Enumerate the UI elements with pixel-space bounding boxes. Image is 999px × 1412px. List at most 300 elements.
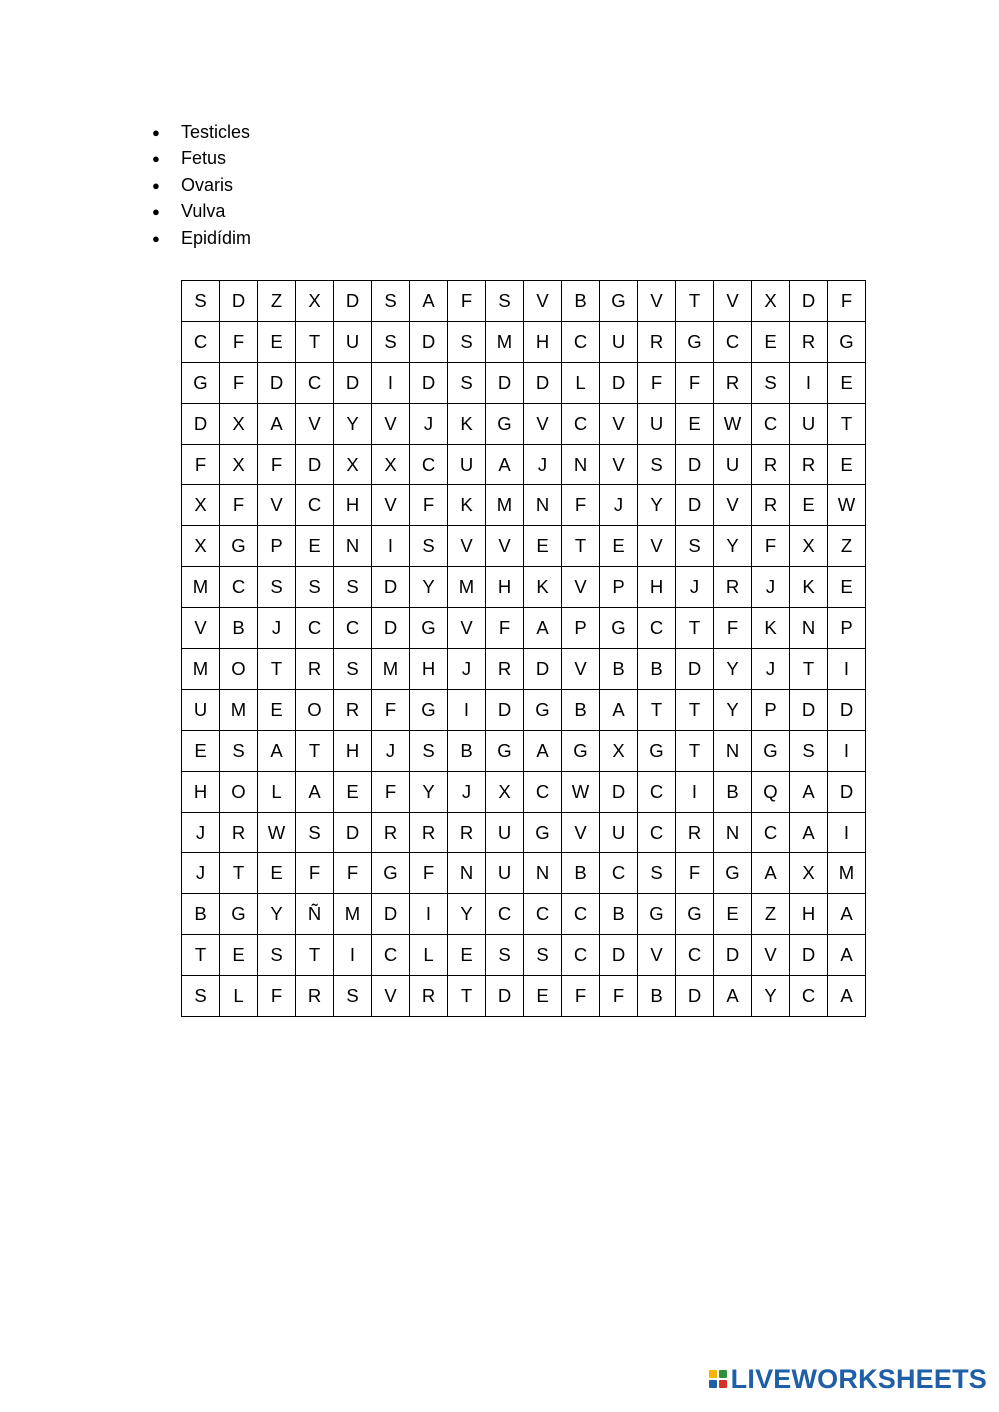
grid-cell[interactable]: I [828,812,866,853]
grid-cell[interactable]: W [828,485,866,526]
grid-cell[interactable]: I [790,362,828,403]
grid-cell[interactable]: C [334,608,372,649]
grid-cell[interactable]: V [752,935,790,976]
grid-cell[interactable]: S [258,935,296,976]
liveworksheets-logo[interactable] [709,1364,987,1394]
grid-cell[interactable]: V [182,608,220,649]
grid-cell[interactable]: C [524,771,562,812]
grid-cell[interactable]: G [638,730,676,771]
grid-cell[interactable]: M [182,649,220,690]
grid-cell[interactable]: R [790,321,828,362]
grid-cell[interactable]: A [828,976,866,1017]
grid-cell[interactable]: D [486,976,524,1017]
grid-cell[interactable]: I [676,771,714,812]
grid-cell[interactable]: T [790,649,828,690]
grid-cell[interactable]: G [638,894,676,935]
grid-cell[interactable]: N [790,608,828,649]
grid-cell[interactable]: C [600,853,638,894]
grid-cell[interactable]: A [828,894,866,935]
grid-cell[interactable]: H [486,567,524,608]
grid-cell[interactable]: R [372,812,410,853]
grid-cell[interactable]: D [600,935,638,976]
grid-cell[interactable]: L [410,935,448,976]
grid-cell[interactable]: H [790,894,828,935]
grid-cell[interactable]: D [676,444,714,485]
grid-cell[interactable]: S [258,567,296,608]
grid-cell[interactable]: G [600,608,638,649]
grid-cell[interactable]: C [752,403,790,444]
grid-cell[interactable]: F [258,976,296,1017]
grid-cell[interactable]: V [562,567,600,608]
grid-cell[interactable]: S [372,281,410,322]
grid-cell[interactable]: S [182,976,220,1017]
grid-cell[interactable]: K [448,403,486,444]
grid-cell[interactable]: S [524,935,562,976]
grid-cell[interactable]: D [790,689,828,730]
grid-cell[interactable]: C [562,935,600,976]
grid-cell[interactable]: I [334,935,372,976]
grid-cell[interactable]: C [638,608,676,649]
grid-cell[interactable]: P [752,689,790,730]
grid-cell[interactable]: G [828,321,866,362]
grid-cell[interactable]: H [334,730,372,771]
grid-cell[interactable]: V [258,485,296,526]
grid-cell[interactable]: C [220,567,258,608]
grid-cell[interactable]: E [524,976,562,1017]
grid-cell[interactable]: G [752,730,790,771]
grid-cell[interactable]: M [334,894,372,935]
grid-cell[interactable]: E [220,935,258,976]
grid-cell[interactable]: C [638,812,676,853]
grid-cell[interactable]: Z [752,894,790,935]
grid-cell[interactable]: D [372,567,410,608]
grid-cell[interactable]: B [562,853,600,894]
grid-cell[interactable]: U [600,321,638,362]
grid-cell[interactable]: R [714,567,752,608]
grid-cell[interactable]: Y [752,976,790,1017]
grid-cell[interactable]: G [220,526,258,567]
grid-cell[interactable]: N [524,485,562,526]
grid-cell[interactable]: X [182,526,220,567]
grid-cell[interactable]: T [296,321,334,362]
grid-cell[interactable]: M [182,567,220,608]
grid-cell[interactable]: F [372,689,410,730]
grid-cell[interactable]: R [714,362,752,403]
grid-cell[interactable]: D [296,444,334,485]
grid-cell[interactable]: U [790,403,828,444]
grid-cell[interactable]: D [790,935,828,976]
grid-cell[interactable]: E [676,403,714,444]
grid-cell[interactable]: S [448,362,486,403]
grid-cell[interactable]: D [600,771,638,812]
grid-cell[interactable]: Y [714,649,752,690]
grid-cell[interactable]: G [524,689,562,730]
grid-cell[interactable]: S [220,730,258,771]
grid-cell[interactable]: R [410,976,448,1017]
grid-cell[interactable]: I [828,649,866,690]
grid-cell[interactable]: W [714,403,752,444]
grid-cell[interactable]: P [828,608,866,649]
grid-cell[interactable]: O [296,689,334,730]
grid-cell[interactable]: X [752,281,790,322]
grid-cell[interactable]: A [258,730,296,771]
grid-cell[interactable]: D [676,976,714,1017]
grid-cell[interactable]: D [486,689,524,730]
grid-cell[interactable]: F [562,976,600,1017]
grid-cell[interactable]: D [410,362,448,403]
grid-cell[interactable]: G [410,608,448,649]
grid-cell[interactable]: E [258,689,296,730]
grid-cell[interactable]: H [524,321,562,362]
grid-cell[interactable]: F [600,976,638,1017]
grid-cell[interactable]: T [676,689,714,730]
grid-cell[interactable]: N [448,853,486,894]
grid-cell[interactable]: F [486,608,524,649]
grid-cell[interactable]: S [638,444,676,485]
grid-cell[interactable]: P [600,567,638,608]
grid-cell[interactable]: G [524,812,562,853]
grid-cell[interactable]: H [182,771,220,812]
grid-cell[interactable]: F [220,485,258,526]
grid-cell[interactable]: F [410,485,448,526]
grid-cell[interactable]: F [258,444,296,485]
grid-cell[interactable]: J [410,403,448,444]
grid-cell[interactable]: S [182,281,220,322]
grid-cell[interactable]: S [296,567,334,608]
grid-cell[interactable]: V [372,403,410,444]
grid-cell[interactable]: V [524,403,562,444]
grid-cell[interactable]: S [334,649,372,690]
grid-cell[interactable]: B [562,689,600,730]
grid-cell[interactable]: R [752,444,790,485]
grid-cell[interactable]: T [676,281,714,322]
grid-cell[interactable]: T [220,853,258,894]
grid-cell[interactable]: U [182,689,220,730]
grid-cell[interactable]: J [372,730,410,771]
grid-cell[interactable]: D [828,689,866,730]
grid-cell[interactable]: S [486,281,524,322]
grid-cell[interactable]: V [562,649,600,690]
grid-cell[interactable]: F [220,362,258,403]
grid-cell[interactable]: S [410,526,448,567]
grid-cell[interactable]: N [562,444,600,485]
grid-cell[interactable]: R [220,812,258,853]
grid-cell[interactable]: E [600,526,638,567]
grid-cell[interactable]: D [334,281,372,322]
grid-cell[interactable]: Y [448,894,486,935]
grid-cell[interactable]: M [372,649,410,690]
grid-cell[interactable]: F [752,526,790,567]
grid-cell[interactable]: H [334,485,372,526]
grid-cell[interactable]: C [638,771,676,812]
grid-cell[interactable]: J [448,649,486,690]
grid-cell[interactable]: F [448,281,486,322]
grid-cell[interactable]: V [638,281,676,322]
grid-cell[interactable]: G [486,403,524,444]
grid-cell[interactable]: E [258,853,296,894]
grid-cell[interactable]: G [676,894,714,935]
grid-cell[interactable]: V [562,812,600,853]
grid-cell[interactable]: V [714,485,752,526]
grid-cell[interactable]: X [334,444,372,485]
grid-cell[interactable]: T [676,608,714,649]
grid-cell[interactable]: V [372,485,410,526]
grid-cell[interactable]: F [676,362,714,403]
grid-cell[interactable]: C [182,321,220,362]
grid-cell[interactable]: J [182,812,220,853]
grid-cell[interactable]: D [524,362,562,403]
grid-cell[interactable]: N [714,812,752,853]
grid-cell[interactable]: V [600,403,638,444]
grid-cell[interactable]: R [638,321,676,362]
grid-cell[interactable]: D [600,362,638,403]
grid-cell[interactable]: W [258,812,296,853]
grid-cell[interactable]: U [600,812,638,853]
grid-cell[interactable]: J [752,649,790,690]
grid-cell[interactable]: R [448,812,486,853]
grid-cell[interactable]: D [486,362,524,403]
grid-cell[interactable]: Y [410,771,448,812]
grid-cell[interactable]: D [828,771,866,812]
grid-cell[interactable]: E [828,362,866,403]
grid-cell[interactable]: U [334,321,372,362]
grid-cell[interactable]: G [676,321,714,362]
grid-cell[interactable]: F [220,321,258,362]
grid-cell[interactable]: I [372,526,410,567]
grid-cell[interactable]: V [486,526,524,567]
grid-cell[interactable]: Y [714,689,752,730]
grid-cell[interactable]: S [486,935,524,976]
grid-cell[interactable]: P [258,526,296,567]
grid-cell[interactable]: E [524,526,562,567]
grid-cell[interactable]: Ñ [296,894,334,935]
grid-cell[interactable]: C [562,894,600,935]
grid-cell[interactable]: F [334,853,372,894]
grid-cell[interactable]: D [334,812,372,853]
grid-cell[interactable]: C [562,403,600,444]
grid-cell[interactable]: S [676,526,714,567]
grid-cell[interactable]: G [714,853,752,894]
grid-cell[interactable]: C [790,976,828,1017]
grid-cell[interactable]: A [524,730,562,771]
grid-cell[interactable]: S [752,362,790,403]
grid-cell[interactable]: X [220,403,258,444]
grid-cell[interactable]: S [334,567,372,608]
grid-cell[interactable]: C [296,608,334,649]
grid-cell[interactable]: C [752,812,790,853]
grid-cell[interactable]: V [638,935,676,976]
grid-cell[interactable]: C [714,321,752,362]
grid-cell[interactable]: D [676,649,714,690]
grid-cell[interactable]: S [638,853,676,894]
grid-cell[interactable]: K [524,567,562,608]
grid-cell[interactable]: Y [410,567,448,608]
grid-cell[interactable]: G [182,362,220,403]
grid-cell[interactable]: R [296,649,334,690]
grid-cell[interactable]: M [220,689,258,730]
grid-cell[interactable]: D [258,362,296,403]
grid-cell[interactable]: S [334,976,372,1017]
grid-cell[interactable]: R [486,649,524,690]
grid-cell[interactable]: A [790,812,828,853]
grid-cell[interactable]: J [258,608,296,649]
grid-cell[interactable]: T [258,649,296,690]
grid-cell[interactable]: A [296,771,334,812]
grid-cell[interactable]: X [600,730,638,771]
grid-cell[interactable]: A [410,281,448,322]
grid-cell[interactable]: V [296,403,334,444]
grid-cell[interactable]: V [448,608,486,649]
grid-cell[interactable]: H [410,649,448,690]
grid-cell[interactable]: I [448,689,486,730]
grid-cell[interactable]: D [524,649,562,690]
grid-cell[interactable]: E [296,526,334,567]
grid-cell[interactable]: C [410,444,448,485]
grid-cell[interactable]: X [790,853,828,894]
grid-cell[interactable]: K [448,485,486,526]
grid-cell[interactable]: B [448,730,486,771]
grid-cell[interactable]: A [752,853,790,894]
grid-cell[interactable]: F [714,608,752,649]
grid-cell[interactable]: Q [752,771,790,812]
grid-cell[interactable]: B [638,649,676,690]
grid-cell[interactable]: I [372,362,410,403]
grid-cell[interactable]: M [486,485,524,526]
grid-cell[interactable]: F [562,485,600,526]
grid-cell[interactable]: B [562,281,600,322]
grid-cell[interactable]: C [296,485,334,526]
grid-cell[interactable]: G [562,730,600,771]
grid-cell[interactable]: G [486,730,524,771]
grid-cell[interactable]: D [220,281,258,322]
grid-cell[interactable]: A [524,608,562,649]
grid-cell[interactable]: R [334,689,372,730]
grid-cell[interactable]: D [372,894,410,935]
grid-cell[interactable]: X [790,526,828,567]
grid-cell[interactable]: J [524,444,562,485]
grid-cell[interactable]: M [486,321,524,362]
grid-cell[interactable]: T [638,689,676,730]
grid-cell[interactable]: Y [258,894,296,935]
grid-cell[interactable]: G [410,689,448,730]
grid-cell[interactable]: E [334,771,372,812]
grid-cell[interactable]: E [258,321,296,362]
grid-cell[interactable]: E [182,730,220,771]
grid-cell[interactable]: J [448,771,486,812]
grid-cell[interactable]: S [448,321,486,362]
grid-cell[interactable]: J [182,853,220,894]
grid-cell[interactable]: B [638,976,676,1017]
grid-cell[interactable]: G [220,894,258,935]
grid-cell[interactable]: D [334,362,372,403]
grid-cell[interactable]: D [410,321,448,362]
grid-cell[interactable]: J [752,567,790,608]
grid-cell[interactable]: R [296,976,334,1017]
grid-cell[interactable]: S [790,730,828,771]
grid-cell[interactable]: P [562,608,600,649]
grid-cell[interactable]: D [372,608,410,649]
grid-cell[interactable]: D [182,403,220,444]
grid-cell[interactable]: X [372,444,410,485]
grid-cell[interactable]: T [448,976,486,1017]
grid-cell[interactable]: S [410,730,448,771]
grid-cell[interactable]: U [486,853,524,894]
grid-cell[interactable]: J [676,567,714,608]
grid-cell[interactable]: E [828,567,866,608]
grid-cell[interactable]: F [410,853,448,894]
grid-cell[interactable]: C [676,935,714,976]
grid-cell[interactable]: M [828,853,866,894]
grid-cell[interactable]: E [714,894,752,935]
grid-cell[interactable]: V [524,281,562,322]
grid-cell[interactable]: B [220,608,258,649]
grid-cell[interactable]: M [448,567,486,608]
grid-cell[interactable]: F [296,853,334,894]
grid-cell[interactable]: G [600,281,638,322]
grid-cell[interactable]: N [714,730,752,771]
grid-cell[interactable]: T [296,935,334,976]
grid-cell[interactable]: R [410,812,448,853]
grid-cell[interactable]: F [372,771,410,812]
grid-cell[interactable]: H [638,567,676,608]
grid-cell[interactable]: U [638,403,676,444]
grid-cell[interactable]: A [486,444,524,485]
grid-cell[interactable]: D [676,485,714,526]
grid-cell[interactable]: N [524,853,562,894]
grid-cell[interactable]: V [448,526,486,567]
grid-cell[interactable]: V [714,281,752,322]
grid-cell[interactable]: T [562,526,600,567]
grid-cell[interactable]: L [220,976,258,1017]
grid-cell[interactable]: U [448,444,486,485]
grid-cell[interactable]: T [296,730,334,771]
grid-cell[interactable]: C [296,362,334,403]
grid-cell[interactable]: J [600,485,638,526]
grid-cell[interactable]: C [486,894,524,935]
grid-cell[interactable]: Y [714,526,752,567]
grid-cell[interactable]: F [828,281,866,322]
grid-cell[interactable]: A [714,976,752,1017]
grid-cell[interactable]: A [828,935,866,976]
grid-cell[interactable]: T [828,403,866,444]
grid-cell[interactable]: Z [258,281,296,322]
grid-cell[interactable]: F [676,853,714,894]
grid-cell[interactable]: D [790,281,828,322]
grid-cell[interactable]: C [524,894,562,935]
grid-cell[interactable]: E [752,321,790,362]
grid-cell[interactable]: Y [334,403,372,444]
grid-cell[interactable]: I [410,894,448,935]
grid-cell[interactable]: S [372,321,410,362]
grid-cell[interactable]: C [562,321,600,362]
grid-cell[interactable]: R [752,485,790,526]
grid-cell[interactable]: T [676,730,714,771]
grid-cell[interactable]: V [638,526,676,567]
grid-cell[interactable]: Z [828,526,866,567]
grid-cell[interactable]: X [296,281,334,322]
grid-cell[interactable]: A [258,403,296,444]
grid-cell[interactable]: B [600,894,638,935]
grid-cell[interactable]: B [600,649,638,690]
grid-cell[interactable]: V [600,444,638,485]
grid-cell[interactable]: X [486,771,524,812]
grid-cell[interactable]: O [220,771,258,812]
grid-cell[interactable]: S [296,812,334,853]
grid-cell[interactable]: X [182,485,220,526]
grid-cell[interactable]: K [752,608,790,649]
grid-cell[interactable]: L [562,362,600,403]
grid-cell[interactable]: F [182,444,220,485]
